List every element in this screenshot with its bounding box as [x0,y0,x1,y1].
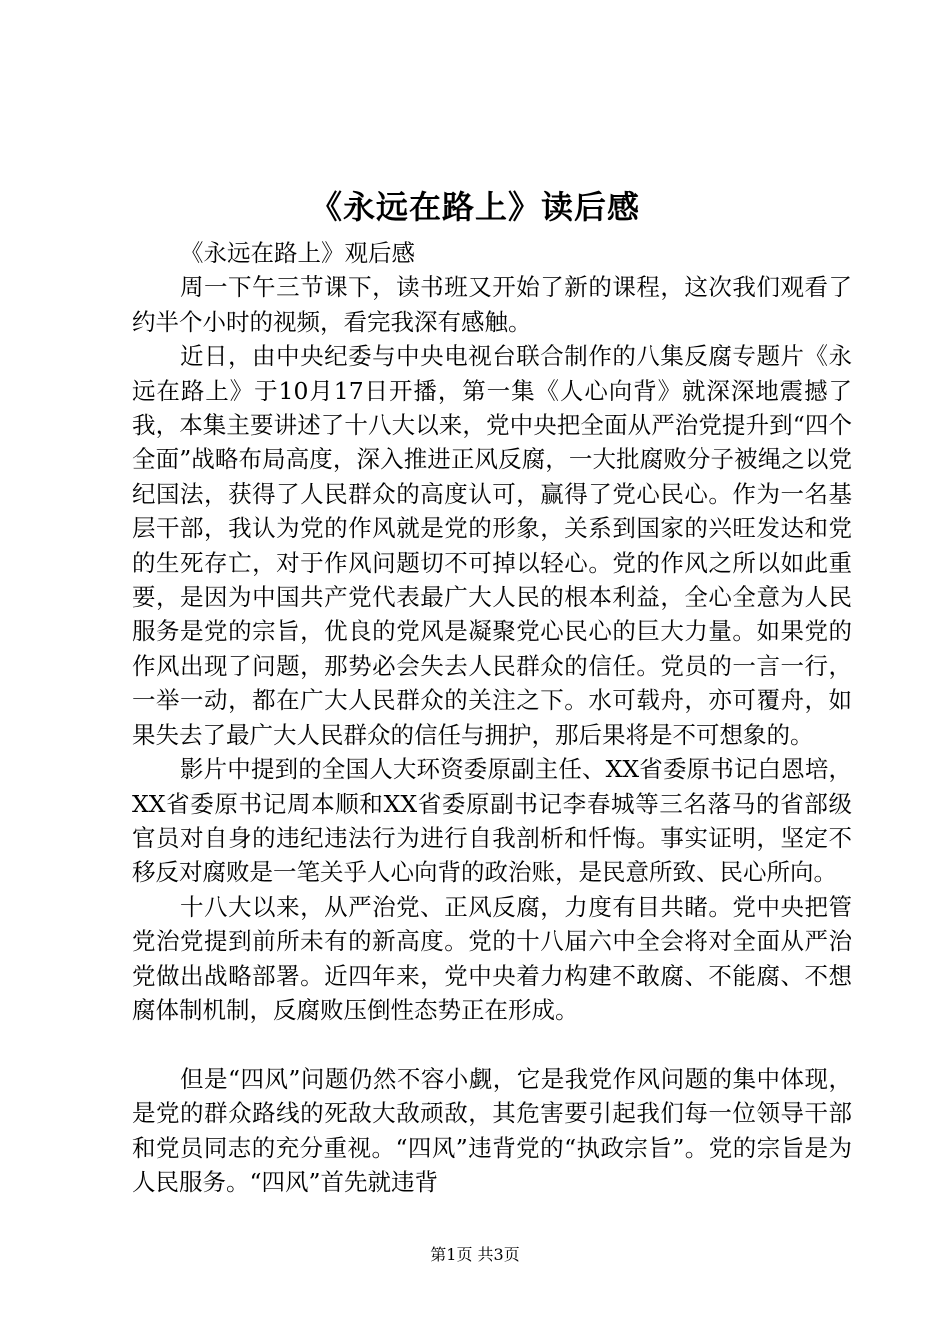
page-footer: 第1页 共3页 [430,1245,520,1264]
paragraph-subtitle: 《永远在路上》观后感 [180,239,415,267]
paragraph-gap [132,1027,852,1061]
page-title: 《永远在路上》读后感 [309,188,640,226]
document-body [132,236,852,1199]
paragraph-5: 但是“四风”问题仍然不容小觑，它是我党作风问题的集中体现，是党的群众路线的死敌大敌顽敌，其危害要引起我们每一位领导干部和党员同志的充分重视。“四风”违背党的“执政宗旨”。党的宗旨是为人民服务。“四风”首先就违背 [132,1064,852,1196]
paragraph-3: 影片中提到的全国人大环资委原副主任、XX省委原书记白恩培，XX省委原书记周本顺和XX省委原副书记李春城等三名落马的省部级官员对自身的违纪违法行为进行自我剖析和忏悔。事实证明，坚定不移反对腐败是一笔关乎人心向背的政治账，是民意所致、民心所向。 [132,755,852,887]
paragraph-1: 周一下午三节课下，读书班又开始了新的课程，这次我们观看了约半个小时的视频，看完我深有感触。 [132,273,852,336]
paragraph-4: 十八大以来，从严治党、正风反腐，力度有目共睹。党中央把管党治党提到前所未有的新高度。党的十八届六中全会将对全面从严治党做出战略部署。近四年来，党中央着力构建不敢腐、不能腐、不想腐体制机制，反腐败压倒性态势正在形成。 [132,892,852,1024]
paragraph-2: 近日，由中央纪委与中央电视台联合制作的八集反腐专题片《永远在路上》于10月17日开播，第一集《人心向背》就深深地震撼了我，本集主要讲述了十八大以来，党中央把全面从严治党提升到“四个全面”战略布局高度，深入推进正风反腐，一大批腐败分子被绳之以党纪国法，获得了人民群众的高度认可，赢得了党心民心。作为一名基层干部，我认为党的作风就是党的形象，关系到国家的兴旺发达和党的生死存亡，对于作风问题切不可掉以轻心。党的作风之所以如此重要，是因为中国共产党代表最广大人民的根本利益，全心全意为人民服务是党的宗旨，优良的党风是凝聚党心民心的巨大力量。如果党的作风出现了问题，那势必会失去人民群众的信任。党员的一言一行，一举一动，都在广大人民群众的关注之下。水可载舟，亦可覆舟，如果失去了最广大人民群众的信任与拥护，那后果将是不可想象的。 [132,342,852,749]
